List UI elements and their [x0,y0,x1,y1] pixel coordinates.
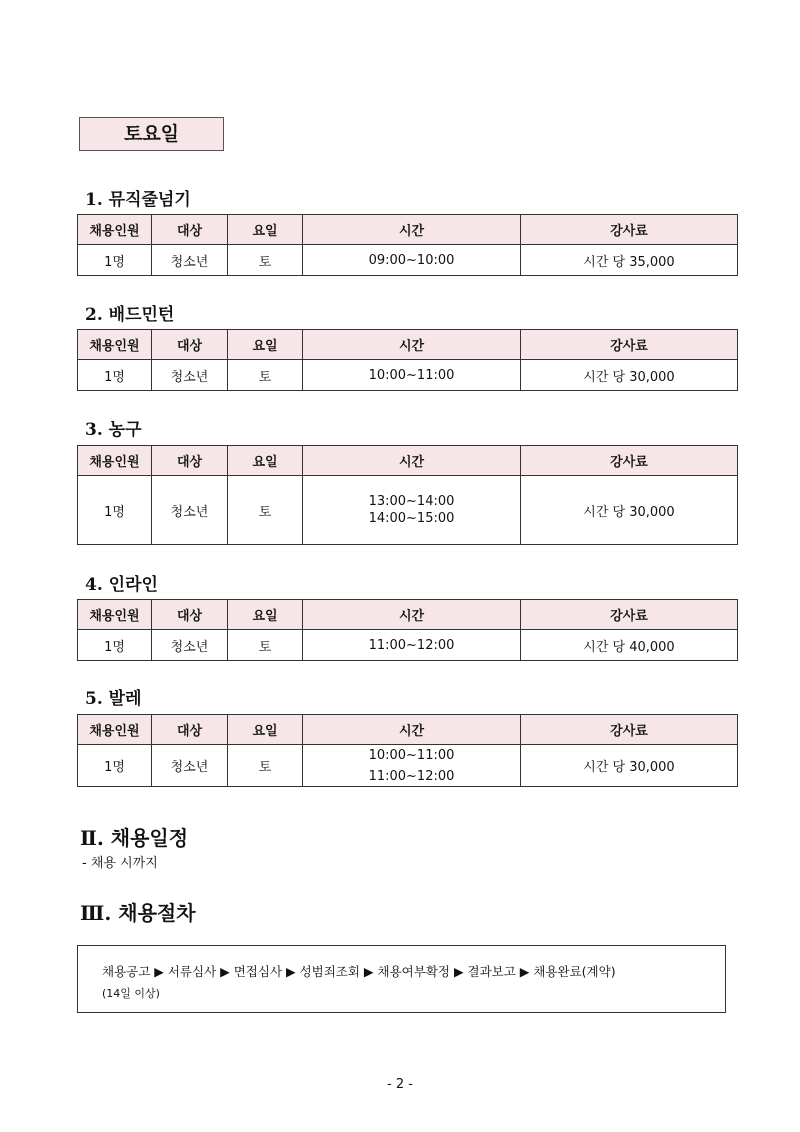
fee-cell: 시간 당 35,000 [521,245,738,276]
count-cell: 1명 [78,360,152,391]
column-header: 대상 [152,715,228,745]
count-cell: 1명 [78,630,152,661]
fee-cell: 시간 당 30,000 [521,360,738,391]
table-row [78,745,738,787]
section-title: 4. 인라인 [85,575,158,595]
section-title: 5. 발레 [85,689,142,709]
section-title: 2. 배드민턴 [85,305,175,325]
target-cell: 청소년 [152,245,228,276]
count-cell: 1명 [78,476,152,545]
page-number: - 2 - [387,1077,413,1092]
time-slot: 09:00~10:00 [368,252,455,268]
header-row [78,215,738,245]
time-cell [303,476,521,545]
schedule-title: Ⅱ. 채용일정 [80,826,189,850]
column-header: 대상 [152,215,228,245]
column-header: 요일 [228,330,303,360]
column-header: 강사료 [521,715,738,745]
column-header: 시간 [303,600,521,630]
column-header: 채용인원 [78,215,152,245]
header-row [78,715,738,745]
target-cell: 청소년 [152,745,228,787]
target-cell: 청소년 [152,630,228,661]
schedule-table [77,599,738,661]
schedule-table [77,445,738,545]
column-header: 채용인원 [78,715,152,745]
time-slot: 13:00~14:00 [368,494,455,509]
section-title: 3. 농구 [85,420,142,440]
day-cell: 토 [228,245,303,276]
column-header: 요일 [228,215,303,245]
time-slot: 14:00~15:00 [368,511,455,526]
schedule-table [77,214,738,276]
time-slot: 11:00~12:00 [368,637,455,653]
time-cell [303,745,521,787]
schedule-table [77,714,738,787]
column-header: 채용인원 [78,446,152,476]
table-row [78,245,738,276]
time-slot: 10:00~11:00 [368,367,455,383]
column-header: 요일 [228,715,303,745]
schedule-note: - 채용 시까지 [82,856,158,871]
day-cell: 토 [228,745,303,787]
column-header: 강사료 [521,446,738,476]
column-header: 대상 [152,330,228,360]
table-row [78,360,738,391]
header-row [78,446,738,476]
procedure-title: Ⅲ. 채용절차 [80,901,196,925]
column-header: 시간 [303,330,521,360]
column-header: 채용인원 [78,330,152,360]
time-cell [303,245,521,276]
header-row [78,600,738,630]
column-header: 강사료 [521,215,738,245]
day-cell: 토 [228,630,303,661]
fee-cell: 시간 당 40,000 [521,630,738,661]
procedure-duration: (14일 이상) [102,987,160,1000]
header-row [78,330,738,360]
count-cell: 1명 [78,245,152,276]
target-cell: 청소년 [152,476,228,545]
procedure-box [77,945,726,1013]
day-cell: 토 [228,360,303,391]
column-header: 대상 [152,446,228,476]
count-cell: 1명 [78,745,152,787]
column-header: 시간 [303,715,521,745]
section-title: 1. 뮤직줄넘기 [85,190,191,210]
column-header: 시간 [303,446,521,476]
target-cell: 청소년 [152,360,228,391]
column-header: 강사료 [521,600,738,630]
column-header: 시간 [303,215,521,245]
schedule-table [77,329,738,391]
column-header: 강사료 [521,330,738,360]
day-label: 토요일 [79,117,224,151]
procedure-steps: 채용공고 ▶ 서류심사 ▶ 면접심사 ▶ 성범죄조회 ▶ 채용여부확정 ▶ 결과보고 ▶ 채용완료(계약) [102,964,616,979]
column-header: 요일 [228,446,303,476]
time-cell [303,630,521,661]
table-row [78,476,738,545]
column-header: 대상 [152,600,228,630]
fee-cell: 시간 당 30,000 [521,476,738,545]
day-cell: 토 [228,476,303,545]
column-header: 채용인원 [78,600,152,630]
column-header: 요일 [228,600,303,630]
time-slot: 10:00~11:00 [368,747,455,763]
table-row [78,630,738,661]
fee-cell: 시간 당 30,000 [521,745,738,787]
time-slot: 11:00~12:00 [368,768,455,784]
time-cell [303,360,521,391]
